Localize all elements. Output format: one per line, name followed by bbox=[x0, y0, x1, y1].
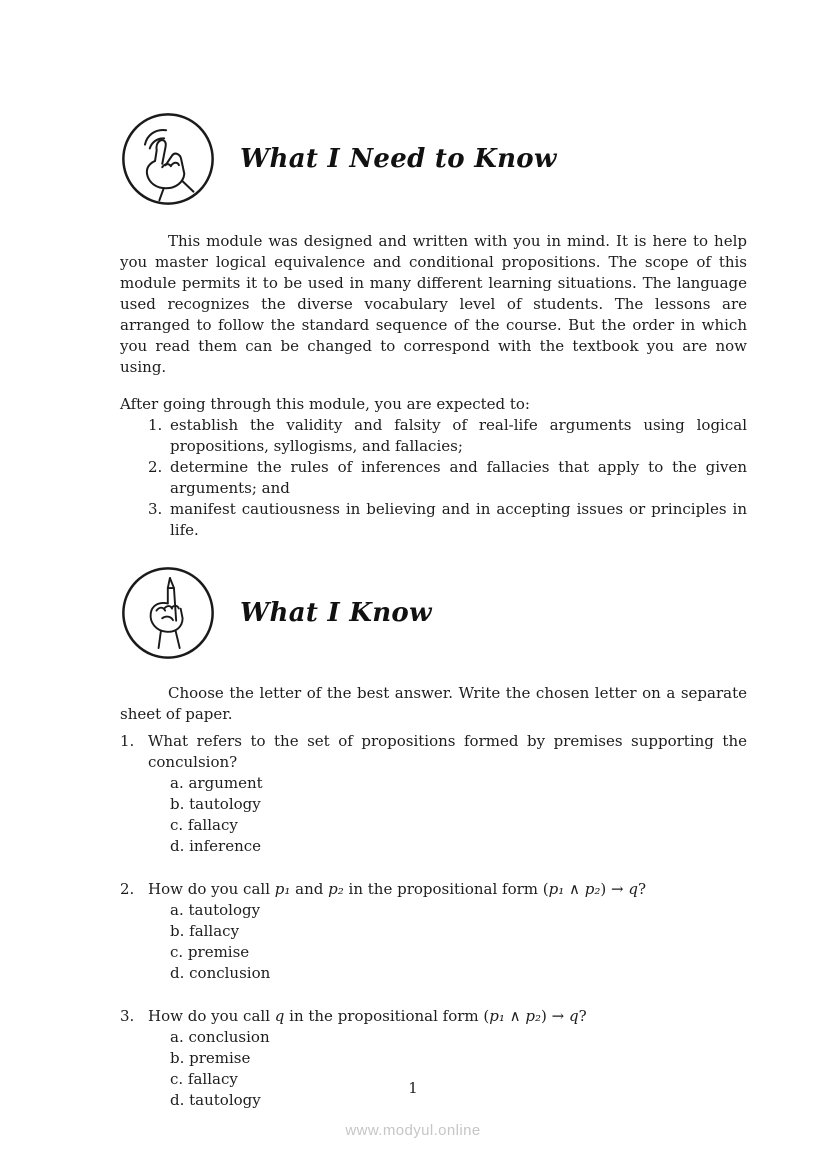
option-d: d. tautology bbox=[170, 1091, 261, 1109]
option-c: c. fallacy bbox=[170, 1070, 238, 1088]
watermark-url: www.modyul.online bbox=[345, 1122, 481, 1139]
question-text: What refers to the set of propositions formed by premises supporting the conculsion? bbox=[148, 732, 747, 771]
question-number: 1. bbox=[120, 732, 135, 750]
section-heading-what-i-need-to-know: What I Need to Know bbox=[240, 144, 557, 174]
objectives-list bbox=[120, 415, 747, 541]
objective-text: establish the validity and falsity of real-life arguments using logical propositions, syllogisms, and fallacies; bbox=[170, 416, 747, 455]
questions-list bbox=[120, 731, 747, 1111]
objective-number: 2. bbox=[148, 458, 163, 476]
question-number: 3. bbox=[120, 1007, 135, 1025]
tap-hand-icon bbox=[120, 111, 216, 207]
objective-item-2 bbox=[120, 457, 747, 499]
objective-number: 1. bbox=[148, 416, 163, 434]
option-d: d. inference bbox=[170, 837, 262, 855]
question-2-options bbox=[170, 900, 747, 984]
question-1 bbox=[120, 731, 747, 857]
option-a: a. tautology bbox=[170, 901, 261, 919]
question-1-options bbox=[170, 773, 747, 857]
option-c: c. premise bbox=[170, 943, 250, 961]
option-a: a. argument bbox=[170, 774, 263, 792]
option-c: c. fallacy bbox=[170, 816, 238, 834]
objective-item-1 bbox=[120, 415, 747, 457]
question-2 bbox=[120, 879, 747, 984]
question-text: How do you call q in the propositional form (p₁ ∧ p₂) → q? bbox=[148, 1007, 587, 1025]
objective-text: determine the rules of inferences and fallacies that apply to the given arguments; and bbox=[170, 458, 747, 497]
question-number: 2. bbox=[120, 880, 135, 898]
option-b: b. premise bbox=[170, 1049, 251, 1067]
assessment-instructions: Choose the letter of the best answer. Write the chosen letter on a separate sheet of paper. bbox=[120, 684, 747, 723]
objectives-lead: After going through this module, you are expected to: bbox=[120, 395, 530, 413]
page-number: 1 bbox=[408, 1079, 418, 1097]
objective-text: manifest cautiousness in believing and in accepting issues or principles in life. bbox=[170, 500, 747, 539]
objective-item-3 bbox=[120, 499, 747, 541]
section-heading-what-i-know: What I Know bbox=[240, 598, 432, 628]
section-header-what-i-know bbox=[120, 565, 747, 661]
question-text: How do you call p₁ and p₂ in the propositional form (p₁ ∧ p₂) → q? bbox=[148, 880, 647, 898]
pencil-hand-icon bbox=[120, 565, 216, 661]
option-a: a. conclusion bbox=[170, 1028, 270, 1046]
option-b: b. tautology bbox=[170, 795, 261, 813]
section-header-what-i-need-to-know bbox=[120, 0, 747, 207]
module-intro-paragraph: This module was designed and written with you in mind. It is here to help you master logical equivalence and conditional propositions. The scope of this module permits it to be used in many different learning situations. The language used recognizes the diverse vocabulary level of students. The lessons are arranged to follow the standard sequence of the course. But the order in which you read them can be changed to correspond with the textbook you are now using. bbox=[120, 232, 747, 376]
option-b: b. fallacy bbox=[170, 922, 240, 940]
page-content bbox=[120, 0, 747, 1111]
objective-number: 3. bbox=[148, 500, 163, 518]
option-d: d. conclusion bbox=[170, 964, 271, 982]
